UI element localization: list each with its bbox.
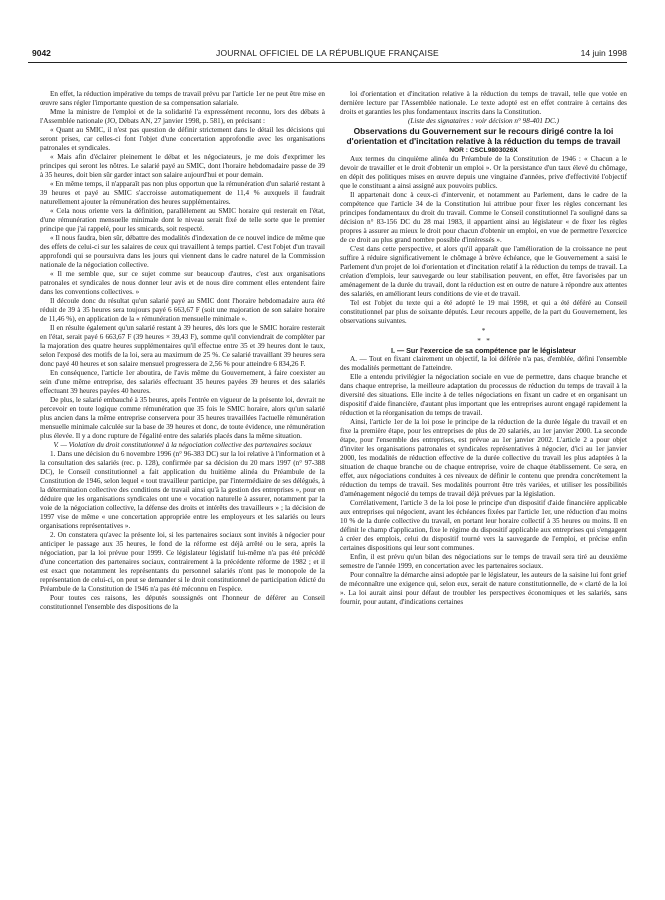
paragraph: Pour toutes ces raisons, les députés soussignés ont l'honneur de déférer au Conseil constitutionnel l'ensemble des dispositions de la bbox=[40, 594, 325, 611]
paragraph: Mme la ministre de l'emploi et de la solidarité l'a expressément reconnu, lors des débats à l'Assemblée nationale (JO, Débats AN, 27 janvier 1998, p. 581), en précisant : bbox=[40, 108, 325, 125]
paragraph: Il appartenait donc à ceux-ci d'intervenir, et notamment au Parlement, dans le cadre de la compétence que l'article 34 de la Constitution lui attribue pour fixer les règles concernant les principes fondamentaux du droit du travail. Comme le Conseil constitutionnel l'a souligné dans sa décision n° 83-156 DC du 28 mai 1983, il appartient ainsi au législateur « de fixer les règles propres à assurer au mieux le droit pour chacun d'obtenir un emploi, en vue de permettre l'exercice de ce droit au plus grand nombre possible d'intéressés ». bbox=[340, 191, 627, 244]
paragraph: Il découle donc du résultat qu'un salarié payé au SMIC dont l'horaire hebdomadaire aura été réduit de 39 à 35 heures sera toujours payé 6 663,67 F (soit une majoration de son salaire horaire de 11,46 %), en application de la « rémunération mensuelle minimale ». bbox=[40, 297, 325, 323]
paragraph: De plus, le salarié embauché à 35 heures, après l'entrée en vigueur de la présente loi, devrait ne percevoir en toute logique comme rémunération que 35 fois le SMIC horaire, alors qu'un salarié plus ancien dans la même entreprise conservera pour 35 heures travaillées l'actuelle rémunération mensuelle minimale calculée sur la base de 39 heures et donc, de toute évidence, une rémunération plus élevée. Il y a donc rupture de l'égalité entre des salariés placés dans la même situation. bbox=[40, 396, 325, 440]
right-paragraphs-2 bbox=[340, 155, 627, 326]
signatories-note: (Liste des signataires : voir décision n° 98-401 DC.) bbox=[408, 117, 559, 125]
page-header bbox=[28, 46, 627, 62]
right-paragraphs bbox=[340, 90, 627, 117]
observations-title: Observations du Gouvernement sur le recours dirigé contre la loi d'orientation et d'incitation relative à la réduction du temps de travail bbox=[346, 126, 621, 146]
right-column bbox=[340, 90, 627, 896]
paragraph: En effet, la réduction impérative du temps de travail prévu par l'article 1er ne peut être mise en œuvre sans régler l'importante question de sa compensation salariale. bbox=[40, 90, 325, 107]
section-separator: * * * bbox=[477, 327, 490, 345]
journal-title: JOURNAL OFFICIEL DE LA RÉPUBLIQUE FRANÇAISE bbox=[216, 48, 439, 58]
header-rule bbox=[28, 62, 627, 63]
paragraph: « Mais afin d'éclairer pleinement le débat et les négociateurs, je me dois d'exprimer les principes qui seront les nôtres. Le salarié payé au SMIC, dont l'horaire hebdomadaire passe de 39 à 35 heures, doit bien sûr garder intact son salaire aujourd'hui et pour demain. bbox=[40, 153, 325, 179]
paragraph: En conséquence, l'article 1er aboutira, de l'avis même du Gouvernement, à faire coexister au sein d'une même entreprise, des salariés effectuant 35 heures payées 39 heures et des salariés effectuant 39 heures payées 40 heures. bbox=[40, 369, 325, 395]
paragraph: Corrélativement, l'article 3 de la loi pose le principe d'un dispositif d'aide financière applicable aux entreprises qui négocient, avant les échéances fixées par l'article 1er, une réduction d'au moins 10 % de la durée collective du travail, en portant leur horaire collectif à 35 heures ou moins. Il en définit le champ d'application, fixe le régime du dispositif applicable aux entreprises qui s'engagent à créer des emplois, celui du dispositif tourné vers la sauvegarde de l'emploi, et précise enfin certaines dispositions qui leur sont communes. bbox=[340, 499, 627, 552]
paragraph: Aux termes du cinquième alinéa du Préambule de la Constitution de 1946 : « Chacun a le devoir de travailler et le droit d'obtenir un emploi ». Or la persistance d'un taux élevé du chômage, en dépit des politiques mises en œuvre depuis une vingtaine d'années, prive d'effectivité l'objectif que le constituant a ainsi assigné aux pouvoirs publics. bbox=[340, 155, 627, 190]
nor-reference: NOR : CSCL9803026X bbox=[449, 147, 518, 154]
paragraph: « Cela nous oriente vers la définition, parallèlement au SMIC horaire qui resterait en l'état, d'une rémunération mensuelle minimale dont le niveau serait fixé de telle sorte que le premier principe que j'ai rappelé, pour les smicards, soit respecté. bbox=[40, 207, 325, 233]
left-column bbox=[40, 90, 325, 896]
section-title-v: V. — Violation du droit constitutionnel à la négociation collective des partenaires sociaux bbox=[53, 441, 312, 449]
paragraph: 1. Dans une décision du 6 novembre 1996 (n° 96-383 DC) sur la loi relative à l'information et à la consultation des salariés (rec. p. 128), confirmée par sa décision du 20 mars 1997 (n° 97-388 DC), le Conseil constitutionnel a fait application du huitième alinéa du Préambule de la Constitution de 1946, selon lequel « tout travailleur participe, par l'intermédiaire de ses délégués, à la détermination collective des conditions de travail ainsi qu'à la gestion des entreprises », pour en déduire que les organisations syndicales ont une « vocation naturelle à assurer, notamment par la voie de la négociation collective, la défense des droits et intérêts des travailleurs » ; la décision de 1997 vise de même « une concertation appropriée entre les employeurs et les salariés ou leurs organisations représentatives ». bbox=[40, 450, 325, 530]
paragraph: loi d'orientation et d'incitation relative à la réduction du temps de travail, telle que votée en dernière lecture par l'Assemblée nationale. Le texte adopté est en effet contraire à certains des droits et garanties les plus fondamentaux inscrits dans la Constitution. bbox=[340, 90, 627, 116]
paragraph: Elle a entendu privilégier la négociation sociale en vue de permettre, dans chaque branche et dans chaque entreprise, la meilleure adaptation du processus de réduction du temps de travail à la diversité des situations. Elle incite à de telles négociations en fixant un cadre et en organisant un dispositif d'aide financière, d'autant plus important que les entreprises auront engagé rapidement la réduction et la réorganisation du temps de travail. bbox=[340, 373, 627, 417]
paragraph: Enfin, il est prévu qu'un bilan des négociations sur le temps de travail sera tiré au deuxième semestre de l'année 1999, en concertation avec les partenaires sociaux. bbox=[340, 553, 627, 570]
paragraph: Pour connaître la démarche ainsi adoptée par le législateur, les auteurs de la saisine lui font grief de méconnaître une exigence qui, selon eux, serait de nature constitutionnelle, de « clarté de la loi ». La loi aurait ainsi pour défaut de troubler les perspectives économiques et les salariés, sans fournir, pour autant, d'indications certaines bbox=[340, 571, 627, 606]
left-paragraphs-2 bbox=[40, 450, 325, 612]
paragraph: Tel est l'objet du texte qui a été adopté le 19 mai 1998, et qui a été déféré au Conseil constitutionnel par plus de soixante députés. Leur recours appelle, de la part du Gouvernement, les observations suivantes. bbox=[340, 299, 627, 325]
paragraph: « Il me semble que, sur ce sujet comme sur beaucoup d'autres, c'est aux organisations patronales et syndicales de nous donner leur avis et de nous dire comment elles entendent faire dans les conventions collectives. » bbox=[40, 270, 325, 296]
issue-date: 14 juin 1998 bbox=[580, 48, 627, 58]
left-paragraphs bbox=[40, 90, 325, 441]
paragraph: 2. On constatera qu'avec la présente loi, si les partenaires sociaux sont invités à négocier pour anticiper le passage aux 35 heures, le fond de la réforme est déjà arrêté ou le sera, après la négociation, par la loi prévue pour 1999. Ce législateur législatif lui-même n'a pas été précédé d'une concertation des partenaires sociaux, contrairement à la précédente réforme de 1982 ; et il est exact que notamment les représentants du personnel salariés n'ont pas le monopole de la représentation de celui-ci, on peut se demander si le droit constitutionnel de participation édicté du Préambule de la Constitution de 1946 n'a pas été méconnu en l'espèce. bbox=[40, 531, 325, 593]
paragraph: « Quant au SMIC, il n'est pas question de définir strictement dans le détail les décisions qui seront prises, car celles-ci font l'objet d'une concertation approfondie avec les organisations patronales et syndicales. bbox=[40, 126, 325, 152]
part-title-i: I. — Sur l'exercice de sa compétence par le législateur bbox=[390, 346, 577, 355]
paragraph: Ainsi, l'article 1er de la loi pose le principe de la réduction de la durée légale du travail et en fixe la première étape, pour les entreprises de plus de 20 salariés, au 1er janvier 2000. La seconde étape, pour l'ensemble des entreprises, est prévue au 1er janvier 2002. L'article 2 a pour objet d'inviter les organisations patronales et syndicales représentatives à négocier, d'ici au 1er janvier 2000, les modalités de réduction effective de la durée collective du travail les plus adaptées à la situation de chaque branche ou de chaque entreprise, voire de chaque établissement. Ce sera, en effet, aux négociations conduites à ces niveaux de définir le contenu que prendra concrètement la réduction du temps de travail. Ses modalités pourront être très variées, et utiliser les possibilités d'aménagement négocié du temps de travail déjà prévues par la législation. bbox=[340, 418, 627, 498]
paragraph: Il en résulte également qu'un salarié restant à 39 heures, dès lors que le SMIC horaire resterait en l'état, serait payé 6 663,67 F (39 heures × 39,43 F), somme qu'il conviendrait de compléter par la majoration des quatre heures supplémentaires qu'il effectue entre 35 et 39 heures dont le taux, selon l'exposé des motifs de la loi, sera au maximum de 25 %. Ce salarié travaillant 39 heures sera donc payé 40 heures et son salaire mensuel progressera de 2,56 % pour atteindre 6 834,26 F. bbox=[40, 324, 325, 368]
paragraph: « En même temps, il n'apparaît pas non plus opportun que la rémunération d'un salarié restant à 39 heures et payé au SMIC s'accroisse automatiquement de 11,4 % auxquels il faudrait naturellement ajouter la rémunération des heures supplémentaires. bbox=[40, 180, 325, 206]
right-paragraphs-3 bbox=[340, 355, 627, 607]
page-number: 9042 bbox=[32, 48, 51, 58]
paragraph: C'est dans cette perspective, et alors qu'il apparaît que l'amélioration de la croissance ne peut suffire à réduire significativement le chômage à brève échéance, que le Gouvernement a saisi le Parlement d'un projet de loi d'orientation et d'incitation relatif à la réduction du temps de travail. La création d'emplois, leur sauvegarde ou leur stabilisation peuvent, en effet, être favorisées par un aménagement de la durée du travail, dont la réduction est en outre de nature à répondre aux attentes des salariés, en améliorant leurs conditions de vie et de travail. bbox=[340, 245, 627, 298]
paragraph: « Il nous faudra, bien sûr, débattre des modalités d'indexation de ce nouvel indice de même que des effets de celui-ci sur les salaires de ceux qui travaillent à temps partiel. C'est l'objet d'un travail approfondi qui se poursuivra dans les jours qui viennent dans le cadre naturel de la Commission nationale de la négociation collective. bbox=[40, 234, 325, 269]
paragraph: A. — Tout en fixant clairement un objectif, la loi déférée n'a pas, d'emblée, défini l'ensemble des modalités permettant de l'atteindre. bbox=[340, 355, 627, 372]
